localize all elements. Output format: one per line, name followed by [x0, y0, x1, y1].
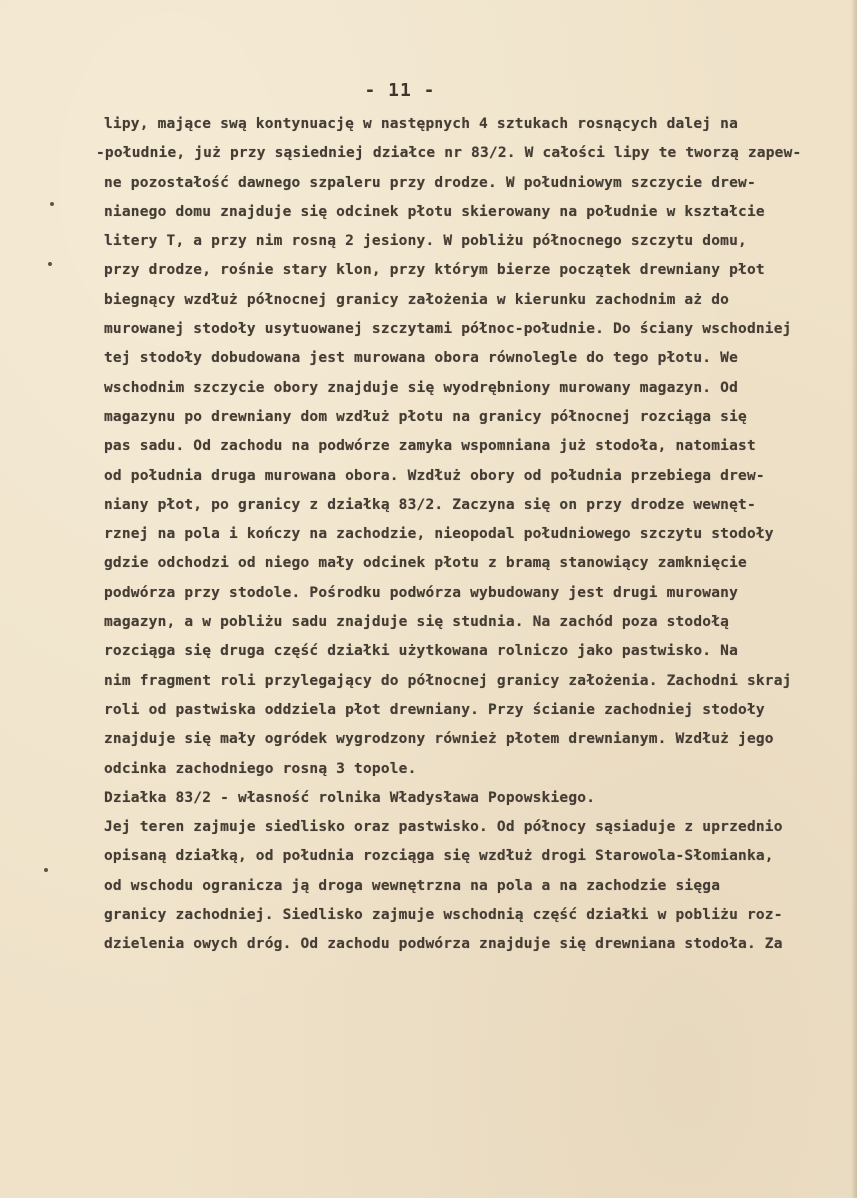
text-line: Jej teren zajmuje siedlisko oraz pastwisko. Od północy sąsiaduje z uprzednio [104, 819, 783, 836]
text-line: murowanej stodoły usytuowanej szczytami północ-południe. Do ściany wschodniej [104, 321, 792, 338]
text-line: rozciąga się druga część działki użytkowana rolniczo jako pastwisko. Na [104, 643, 739, 660]
text-line: nim fragment roli przylegający do północnej granicy założenia. Zachodni skraj [104, 672, 792, 689]
text-line: od południa druga murowana obora. Wzdłuż obory od południa przebiega drew- [104, 467, 765, 484]
text-line: dzielenia owych dróg. Od zachodu podwórza znajduje się drewniana stodoła. Za [104, 936, 783, 953]
text-line: litery T, a przy nim rosną 2 jesiony. W pobliżu północnego szczytu domu, [104, 233, 747, 250]
text-line: znajduje się mały ogródek wygrodzony również płotem drewnianym. Wzdłuż jego [104, 731, 774, 748]
text-line: od wschodu ogranicza ją droga wewnętrzna na pola a na zachodzie sięga [104, 877, 721, 894]
section-heading: Działka 83/2 - własność rolnika Władysława Popowskiego. [104, 789, 596, 806]
text-line: opisaną działką, od południa rozciąga się wzdłuż drogi Starowola-Słomianka, [104, 848, 774, 865]
punch-hole-mark [44, 868, 48, 872]
text-line: roli od pastwiska oddziela płot drewniany. Przy ścianie zachodniej stodoły [104, 701, 765, 718]
page-number: - 11 - [364, 80, 436, 101]
text-line: nianego domu znajduje się odcinek płotu skierowany na południe w kształcie [104, 203, 765, 220]
text-line: pas sadu. Od zachodu na podwórze zamyka wspomniana już stodoła, natomiast [104, 438, 756, 455]
text-line: biegnący wzdłuż północnej granicy założenia w kierunku zachodnim aż do [104, 291, 730, 308]
text-line: magazynu po drewniany dom wzdłuż płotu na granicy północnej rozciąga się [104, 408, 747, 425]
text-line: ne pozostałość dawnego szpaleru przy drodze. W południowym szczycie drew- [104, 174, 756, 191]
text-line: -południe, już przy sąsiedniej działce nr 83/2. W całości lipy te tworzą zapew- [96, 145, 802, 162]
punch-hole-mark [50, 202, 54, 206]
text-line: rznej na pola i kończy na zachodzie, nieopodal południowego szczytu stodoły [104, 526, 774, 543]
text-line: magazyn, a w pobliżu sadu znajduje się studnia. Na zachód poza stodołą [104, 614, 730, 631]
text-line: przy drodze, rośnie stary klon, przy którym bierze początek drewniany płot [104, 262, 765, 279]
text-line: podwórza przy stodole. Pośrodku podwórza wybudowany jest drugi murowany [104, 584, 739, 601]
punch-hole-mark [48, 262, 52, 266]
text-line: lipy, mające swą kontynuację w następnych 4 sztukach rosnących dalej na [104, 116, 739, 132]
text-line: gdzie odchodzi od niego mały odcinek płotu z bramą stanowiący zamknięcie [104, 555, 747, 572]
text-line: granicy zachodniej. Siedlisko zajmuje wschodnią część działki w pobliżu roz- [104, 907, 783, 924]
body-text [96, 110, 852, 960]
text-line: tej stodoły dobudowana jest murowana obora równolegle do tego płotu. We [104, 350, 739, 367]
text-line: wschodnim szczycie obory znajduje się wyodrębniony murowany magazyn. Od [104, 379, 739, 396]
text-line: niany płot, po granicy z działką 83/2. Zaczyna się on przy drodze wewnęt- [104, 496, 756, 513]
text-line: odcinka zachodniego rosną 3 topole. [104, 760, 417, 777]
